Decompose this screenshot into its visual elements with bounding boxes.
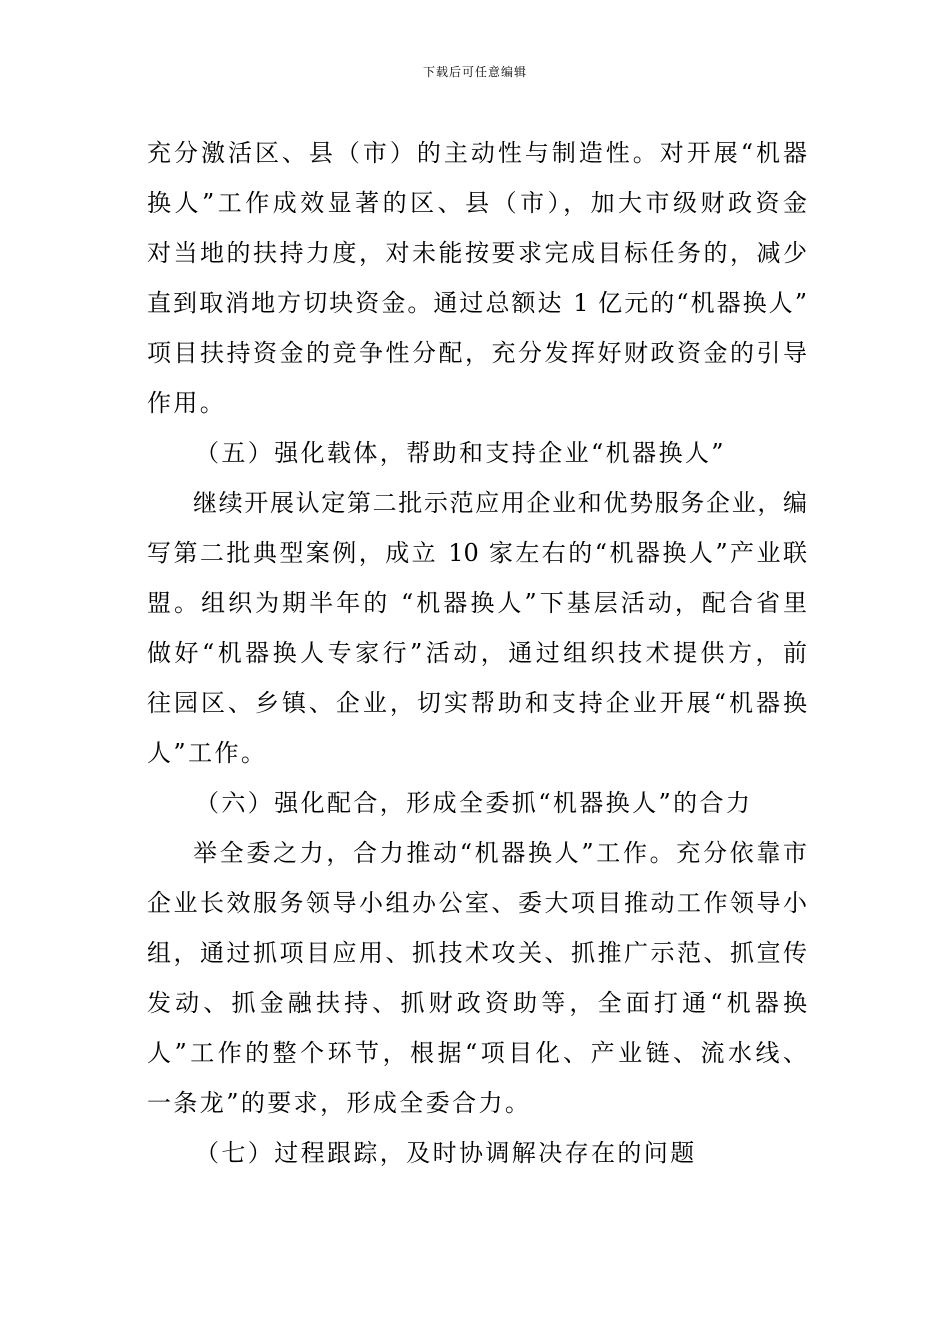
- text-line: 换人”工作成效显著的区、县（市），加大市级财政资金: [147, 189, 807, 217]
- text-line: 作用。: [147, 389, 227, 417]
- text-line: 项目扶持资金的竞争性分配，充分发挥好财政资金的引导: [147, 339, 807, 367]
- text-line: 盟。组织为期半年的 “机器换人”下基层活动，配合省里: [147, 589, 807, 617]
- text-line: 往园区、乡镇、企业，切实帮助和支持企业开展“机器换: [147, 689, 807, 717]
- section-heading: （五）强化载体，帮助和支持企业“机器换人”: [195, 439, 726, 467]
- text-line: 继续开展认定第二批示范应用企业和优势服务企业，编: [193, 489, 807, 517]
- text-line: 举全委之力，合力推动“机器换人”工作。充分依靠市: [193, 839, 807, 867]
- text-line: 人”工作的整个环节，根据“项目化、产业链、流水线、: [147, 1039, 807, 1067]
- text-line: 对当地的扶持力度，对未能按要求完成目标任务的，减少: [147, 239, 807, 267]
- text-line: 企业长效服务领导小组办公室、委大项目推动工作领导小: [147, 889, 807, 917]
- text-line: 做好“机器换人专家行”活动，通过组织技术提供方，前: [147, 639, 807, 667]
- document-body: [147, 128, 807, 1178]
- section-heading: （六）强化配合，形成全委抓“机器换人”的合力: [195, 789, 753, 817]
- text-line: 一条龙”的要求，形成全委合力。: [147, 1089, 532, 1117]
- page-header: 下载后可任意编辑: [422, 65, 527, 79]
- text-line: 写第二批典型案例，成立 10 家左右的“机器换人”产业联: [147, 539, 807, 567]
- text-line: 人”工作。: [147, 739, 268, 767]
- text-line: 充分激活区、县（市）的主动性与制造性。对开展“机器: [147, 139, 807, 167]
- text-line: 组，通过抓项目应用、抓技术攻关、抓推广示范、抓宣传: [147, 939, 807, 967]
- text-line: 发动、抓金融扶持、抓财政资助等，全面打通“机器换: [147, 989, 807, 1017]
- text-line: 直到取消地方切块资金。通过总额达 1 亿元的“机器换人”: [147, 289, 807, 317]
- section-heading: （七）过程跟踪，及时协调解决存在的问题: [195, 1139, 697, 1167]
